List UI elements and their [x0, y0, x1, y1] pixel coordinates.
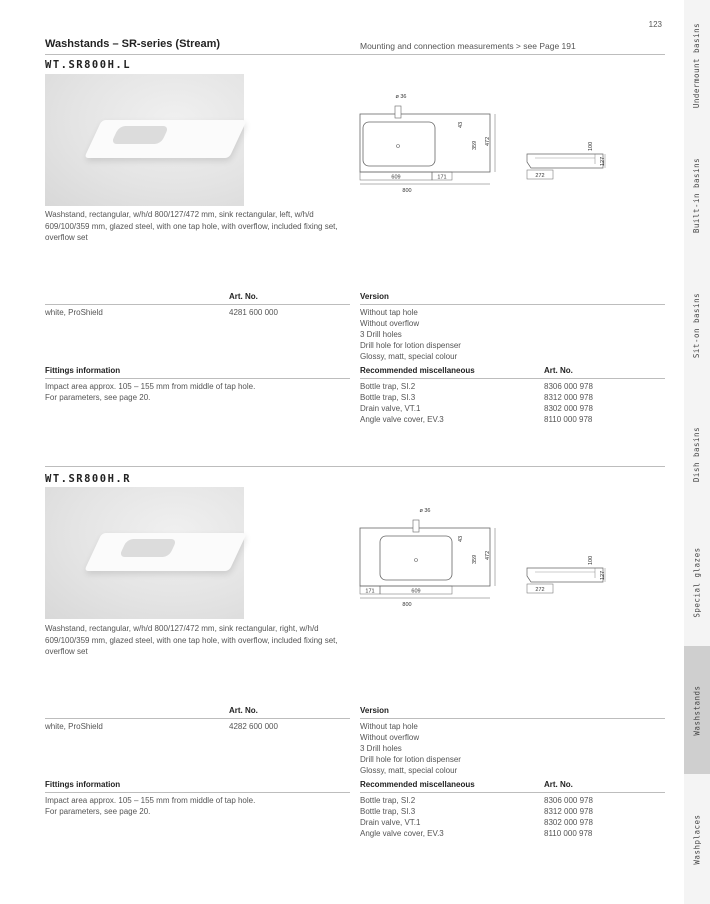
- tap-hole: [413, 520, 419, 532]
- sidebar-item-built-in-basins[interactable]: Built-in basins: [692, 157, 702, 233]
- misc-art-numbers: [544, 381, 593, 425]
- sidebar-item-dish-basins[interactable]: Dish basins: [692, 426, 702, 482]
- list-item: Drill hole for lotion dispenser: [360, 755, 461, 764]
- list-item: 8302 000 978: [544, 404, 593, 413]
- fittings-header: Fittings information: [45, 780, 121, 789]
- product-photo: [45, 487, 244, 619]
- basin-outline: [360, 528, 490, 586]
- list-item: 3 Drill holes: [360, 744, 402, 753]
- list-item: Without tap hole: [360, 722, 418, 731]
- sidebar: [684, 0, 710, 904]
- technical-drawing: [355, 88, 615, 198]
- divider: [360, 378, 665, 379]
- side-view: [527, 568, 603, 582]
- sidebar-item-undermount-basins[interactable]: Undermount basins: [692, 22, 702, 108]
- list-item: 8312 000 978: [544, 393, 593, 402]
- dim-359: 359: [472, 554, 478, 564]
- misc-art-header: Art. No.: [544, 366, 573, 375]
- misc-header: Recommended miscellaneous: [360, 780, 475, 789]
- dim-609: 609: [411, 588, 421, 595]
- sidebar-item-washstands[interactable]: Washstands: [684, 646, 710, 774]
- dim-800: 800: [402, 602, 412, 608]
- divider: [45, 792, 350, 793]
- dim-472: 472: [485, 136, 491, 146]
- dim-100: 100: [588, 555, 594, 565]
- divider: [360, 718, 665, 719]
- misc-art-numbers: [544, 795, 593, 839]
- list-item: 8110 000 978: [544, 415, 593, 424]
- section-divider: [45, 466, 665, 467]
- list-item: Angle valve cover, EV.3: [360, 415, 444, 424]
- divider: [360, 792, 665, 793]
- dim-272: 272: [535, 173, 545, 179]
- divider: [45, 304, 350, 305]
- art-no-header: Art. No.: [229, 706, 258, 715]
- dim-272: 272: [535, 587, 545, 593]
- misc-header: Recommended miscellaneous: [360, 366, 475, 375]
- dim-127: 127: [600, 156, 606, 166]
- dim-100: 100: [588, 141, 594, 151]
- art-no-header: Art. No.: [229, 292, 258, 301]
- misc-names: [360, 381, 444, 425]
- list-item: Without overflow: [360, 733, 420, 742]
- list-item: 8302 000 978: [544, 818, 593, 827]
- list-item: Without tap hole: [360, 308, 418, 317]
- list-item: Drain valve, VT.1: [360, 818, 421, 827]
- product-description: Washstand, rectangular, w/h/d 800/127/472 mm, sink rectangular, left, w/h/d 609/100/359 mm, glazed steel, with one tap hole, with overflow, included fixing set, overflow set: [45, 210, 338, 242]
- variant-color: white, ProShield: [45, 308, 103, 317]
- list-item: Angle valve cover, EV.3: [360, 829, 444, 838]
- list-item: Bottle trap, SI.3: [360, 807, 416, 816]
- version-header: Version: [360, 706, 389, 715]
- sink-outline: [380, 536, 452, 580]
- dim-472: 472: [485, 550, 491, 560]
- fittings-text: Impact area approx. 105 – 155 mm from middle of tap hole. For parameters, see page 20.: [45, 796, 256, 816]
- list-item: Drill hole for lotion dispenser: [360, 341, 461, 350]
- mounting-note: Mounting and connection measurements > see Page 191: [360, 41, 576, 51]
- version-list: [360, 307, 461, 362]
- dim-127: 127: [600, 570, 606, 580]
- fittings-text: Impact area approx. 105 – 155 mm from middle of tap hole. For parameters, see page 20.: [45, 382, 256, 402]
- list-item: Glossy, matt, special colour: [360, 766, 458, 775]
- list-item: Bottle trap, SI.2: [360, 796, 416, 805]
- sidebar-item-sit-on-basins[interactable]: Sit-on basins: [692, 292, 702, 358]
- list-item: Bottle trap, SI.3: [360, 393, 416, 402]
- divider: [360, 304, 665, 305]
- dim-hole: ø 36: [419, 508, 431, 514]
- divider: [45, 378, 350, 379]
- side-view: [527, 154, 603, 168]
- page-title: Washstands – SR-series (Stream): [45, 38, 221, 50]
- dim-171: 171: [437, 174, 447, 181]
- list-item: 8306 000 978: [544, 796, 593, 805]
- dim-43: 43: [458, 535, 464, 542]
- dim-43: 43: [458, 121, 464, 128]
- list-item: Bottle trap, SI.2: [360, 382, 416, 391]
- version-list: [360, 721, 461, 776]
- dim-hole: ø 36: [395, 94, 407, 100]
- list-item: Glossy, matt, special colour: [360, 352, 458, 361]
- sidebar-item-washplaces[interactable]: Washplaces: [692, 813, 702, 865]
- list-item: 8110 000 978: [544, 829, 593, 838]
- misc-names: [360, 795, 444, 839]
- technical-drawing: [355, 502, 615, 612]
- misc-art-header: Art. No.: [544, 780, 573, 789]
- dim-800: 800: [402, 188, 412, 194]
- dim-359: 359: [472, 140, 478, 150]
- list-item: Without overflow: [360, 319, 420, 328]
- list-item: 3 Drill holes: [360, 330, 402, 339]
- list-item: 8312 000 978: [544, 807, 593, 816]
- divider: [45, 718, 350, 719]
- tap-hole: [395, 106, 401, 118]
- variant-color: white, ProShield: [45, 722, 103, 731]
- product-description: Washstand, rectangular, w/h/d 800/127/472 mm, sink rectangular, right, w/h/d 609/100/359 mm, glazed steel, with one tap hole, with overflow, included fixing set, overflow set: [45, 624, 338, 656]
- dim-171: 171: [365, 588, 375, 595]
- list-item: 8306 000 978: [544, 382, 593, 391]
- variant-art-no: 4281 600 000: [229, 308, 278, 317]
- product-photo: [45, 74, 244, 206]
- basin-outline: [360, 114, 490, 172]
- fittings-header: Fittings information: [45, 366, 121, 375]
- product-code: WT.SR800H.R: [45, 473, 132, 485]
- version-header: Version: [360, 292, 389, 301]
- product-code: WT.SR800H.L: [45, 59, 132, 71]
- dim-609: 609: [391, 174, 401, 181]
- list-item: Drain valve, VT.1: [360, 404, 421, 413]
- sidebar-item-special-glazes[interactable]: Special glazes: [692, 546, 702, 618]
- variant-art-no: 4282 600 000: [229, 722, 278, 731]
- sink-outline: [363, 122, 435, 166]
- header-divider: [45, 54, 665, 55]
- page-number: 123: [648, 20, 662, 29]
